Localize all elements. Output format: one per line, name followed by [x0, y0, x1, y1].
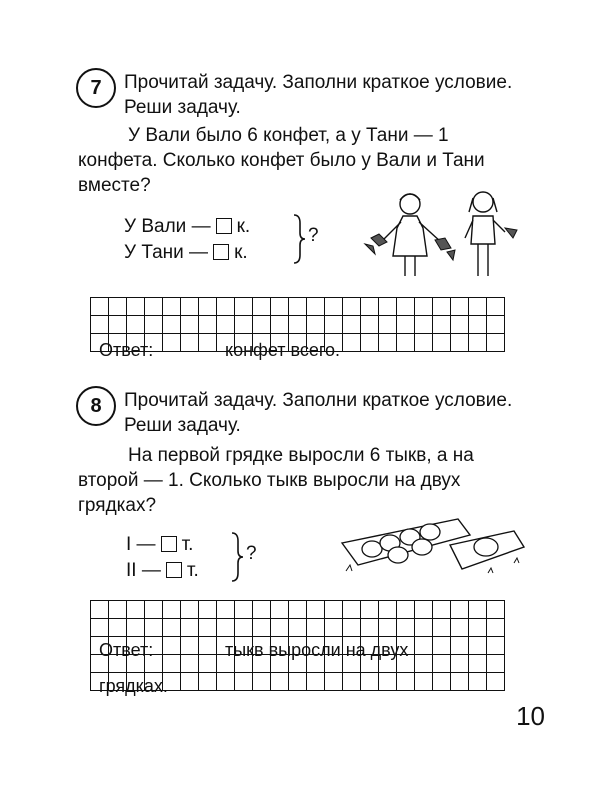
grid-cell[interactable]: [109, 619, 127, 637]
answer-box[interactable]: [216, 218, 232, 234]
grid-cell[interactable]: [379, 673, 397, 691]
grid-cell[interactable]: [397, 673, 415, 691]
condition-unit: т.: [186, 559, 199, 581]
grid-cell[interactable]: [325, 601, 343, 619]
grid-cell[interactable]: [217, 619, 235, 637]
grid-cell[interactable]: [361, 298, 379, 316]
grid-cell[interactable]: [289, 601, 307, 619]
condition-label: У Вали —: [124, 215, 211, 237]
grid-cell[interactable]: [289, 673, 307, 691]
grid-cell[interactable]: [181, 316, 199, 334]
grid-cell[interactable]: [199, 673, 217, 691]
grid-cell[interactable]: [343, 619, 361, 637]
grid-cell[interactable]: [163, 637, 181, 655]
grid-cell[interactable]: [379, 619, 397, 637]
grid-cell[interactable]: [253, 601, 271, 619]
grid-cell[interactable]: [451, 316, 469, 334]
grid-cell[interactable]: [271, 673, 289, 691]
grid-cell[interactable]: [397, 316, 415, 334]
grid-cell[interactable]: [91, 619, 109, 637]
grid-cell[interactable]: [181, 334, 199, 352]
grid-cell[interactable]: [127, 316, 145, 334]
grid-cell[interactable]: [361, 316, 379, 334]
grid-cell[interactable]: [307, 619, 325, 637]
pumpkin-garden-beds-illustration: [338, 513, 528, 583]
grid-cell[interactable]: [325, 619, 343, 637]
condition-line: [124, 239, 250, 265]
grid-cell[interactable]: [487, 655, 505, 673]
grid-cell[interactable]: [487, 637, 505, 655]
grid-cell[interactable]: [235, 673, 253, 691]
condition-line: [126, 531, 199, 557]
grid-cell[interactable]: [397, 334, 415, 352]
grid-cell[interactable]: [469, 601, 487, 619]
grid-cell[interactable]: [343, 334, 361, 352]
grid-cell[interactable]: [487, 316, 505, 334]
grid-cell[interactable]: [235, 601, 253, 619]
grid-cell[interactable]: [307, 601, 325, 619]
grid-cell[interactable]: [199, 601, 217, 619]
grid-cell[interactable]: [109, 298, 127, 316]
answer-box[interactable]: [161, 536, 177, 552]
grid-cell[interactable]: [433, 655, 451, 673]
question-mark: ?: [308, 225, 319, 246]
grid-cell[interactable]: [181, 655, 199, 673]
grid-cell[interactable]: [379, 601, 397, 619]
grid-cell[interactable]: [127, 298, 145, 316]
answer-box[interactable]: [213, 244, 229, 260]
grid-cell[interactable]: [181, 637, 199, 655]
grid-cell[interactable]: [289, 316, 307, 334]
grid-cell[interactable]: [199, 334, 217, 352]
task-number-badge: 8: [76, 386, 116, 426]
two-girls-with-candies-illustration: [355, 188, 525, 288]
grid-cell[interactable]: [307, 298, 325, 316]
grid-cell[interactable]: [181, 298, 199, 316]
grid-cell[interactable]: [271, 619, 289, 637]
grid-cell[interactable]: [217, 601, 235, 619]
problem-text: На первой грядке выросли 6 тыкв, а на второй — 1. Сколько тыкв выросли на двух грядках?: [78, 445, 474, 516]
condition-line: [124, 213, 250, 239]
grid-cell[interactable]: [433, 619, 451, 637]
grid-cell[interactable]: [199, 316, 217, 334]
grid-cell[interactable]: [433, 601, 451, 619]
grid-cell[interactable]: [469, 655, 487, 673]
grid-cell[interactable]: [451, 601, 469, 619]
grid-cell[interactable]: [361, 673, 379, 691]
task-instruction: Прочитай задачу. Заполни краткое условие. Реши задачу.: [124, 390, 513, 436]
grid-cell[interactable]: [145, 601, 163, 619]
condition-unit: к.: [234, 241, 248, 263]
grid-cell[interactable]: [343, 298, 361, 316]
grid-cell[interactable]: [433, 334, 451, 352]
grid-cell[interactable]: [271, 316, 289, 334]
grid-cell[interactable]: [469, 298, 487, 316]
question-mark: ?: [246, 543, 257, 564]
grid-cell[interactable]: [181, 619, 199, 637]
answer-label: Ответ:: [99, 640, 154, 660]
grid-cell[interactable]: [91, 316, 109, 334]
grid-cell[interactable]: [127, 601, 145, 619]
grid-cell[interactable]: [181, 673, 199, 691]
grid-cell[interactable]: [217, 316, 235, 334]
grid-cell[interactable]: [415, 601, 433, 619]
condition-label: I —: [126, 533, 156, 555]
answer-text: конфет всего.: [225, 340, 341, 360]
grid-cell[interactable]: [253, 619, 271, 637]
grid-cell[interactable]: [325, 673, 343, 691]
task-number-badge: 7: [76, 68, 116, 108]
grid-cell[interactable]: [415, 298, 433, 316]
grid-cell[interactable]: [181, 601, 199, 619]
grid-cell[interactable]: [235, 298, 253, 316]
answer-box[interactable]: [166, 562, 182, 578]
short-condition: [124, 213, 319, 265]
grid-cell[interactable]: [109, 601, 127, 619]
grid-cell[interactable]: [415, 637, 433, 655]
grid-cell[interactable]: [469, 334, 487, 352]
condition-label: У Тани —: [124, 241, 209, 263]
grid-cell[interactable]: [217, 298, 235, 316]
answer-text: грядках.: [99, 676, 168, 696]
grid-cell[interactable]: [451, 637, 469, 655]
grid-cell[interactable]: [145, 298, 163, 316]
grid-cell[interactable]: [469, 619, 487, 637]
grid-cell[interactable]: [199, 619, 217, 637]
grid-cell[interactable]: [307, 673, 325, 691]
condition-line: [126, 557, 199, 583]
grid-cell[interactable]: [469, 316, 487, 334]
grid-cell[interactable]: [487, 601, 505, 619]
grid-cell[interactable]: [325, 316, 343, 334]
grid-cell[interactable]: [451, 673, 469, 691]
grid-cell[interactable]: [469, 673, 487, 691]
task-instruction: Прочитай задачу. Заполни краткое условие. Реши задачу.: [124, 72, 513, 118]
grid-cell[interactable]: [397, 619, 415, 637]
grid-cell[interactable]: [289, 298, 307, 316]
grid-cell[interactable]: [451, 334, 469, 352]
grid-cell[interactable]: [235, 619, 253, 637]
grid-cell[interactable]: [289, 619, 307, 637]
grid-cell[interactable]: [343, 316, 361, 334]
grid-cell[interactable]: [163, 334, 181, 352]
grid-cell[interactable]: [127, 619, 145, 637]
grid-cell[interactable]: [361, 334, 379, 352]
grid-cell[interactable]: [163, 601, 181, 619]
grid-cell[interactable]: [487, 673, 505, 691]
grid-cell[interactable]: [199, 298, 217, 316]
grid-cell[interactable]: [199, 655, 217, 673]
grid-cell[interactable]: [433, 298, 451, 316]
grid-cell[interactable]: [307, 316, 325, 334]
grid-cell[interactable]: [343, 601, 361, 619]
short-condition: [126, 531, 257, 583]
condition-label: II —: [126, 559, 161, 581]
grid-cell[interactable]: [163, 316, 181, 334]
grid-cell[interactable]: [379, 316, 397, 334]
answer-text: тыкв выросли на двух: [225, 640, 409, 660]
grid-cell[interactable]: [163, 298, 181, 316]
grid-cell[interactable]: [253, 673, 271, 691]
grid-cell[interactable]: [145, 316, 163, 334]
curly-brace-icon: [230, 531, 244, 583]
grid-cell[interactable]: [487, 298, 505, 316]
page-number: 10: [516, 701, 545, 731]
condition-unit: к.: [236, 215, 251, 237]
grid-cell[interactable]: [469, 637, 487, 655]
condition-unit: т.: [181, 533, 194, 555]
grid-cell[interactable]: [397, 298, 415, 316]
grid-cell[interactable]: [379, 298, 397, 316]
grid-cell[interactable]: [487, 619, 505, 637]
grid-cell[interactable]: [415, 334, 433, 352]
grid-cell[interactable]: [415, 655, 433, 673]
problem-text: У Вали было 6 конфет, а у Тани — 1 конфета. Сколько конфет было у Вали и Тани вместе?: [78, 125, 485, 196]
grid-cell[interactable]: [199, 637, 217, 655]
grid-cell[interactable]: [487, 334, 505, 352]
grid-cell[interactable]: [397, 601, 415, 619]
grid-cell[interactable]: [217, 673, 235, 691]
grid-cell[interactable]: [271, 601, 289, 619]
answer-label: Ответ:: [99, 340, 154, 360]
grid-cell[interactable]: [235, 316, 253, 334]
grid-cell[interactable]: [361, 601, 379, 619]
grid-cell[interactable]: [415, 673, 433, 691]
grid-cell[interactable]: [271, 298, 289, 316]
grid-cell[interactable]: [433, 637, 451, 655]
grid-cell[interactable]: [451, 619, 469, 637]
grid-cell[interactable]: [145, 619, 163, 637]
grid-cell[interactable]: [451, 655, 469, 673]
grid-cell[interactable]: [451, 298, 469, 316]
grid-cell[interactable]: [433, 316, 451, 334]
grid-cell[interactable]: [253, 316, 271, 334]
grid-cell[interactable]: [343, 673, 361, 691]
grid-cell[interactable]: [91, 601, 109, 619]
grid-cell[interactable]: [433, 673, 451, 691]
grid-cell[interactable]: [379, 334, 397, 352]
grid-cell[interactable]: [163, 655, 181, 673]
grid-cell[interactable]: [415, 619, 433, 637]
grid-cell[interactable]: [91, 298, 109, 316]
grid-cell[interactable]: [415, 316, 433, 334]
grid-cell[interactable]: [361, 619, 379, 637]
curly-brace-icon: [292, 213, 306, 265]
grid-cell[interactable]: [325, 298, 343, 316]
grid-cell[interactable]: [253, 298, 271, 316]
grid-cell[interactable]: [109, 316, 127, 334]
grid-cell[interactable]: [163, 619, 181, 637]
